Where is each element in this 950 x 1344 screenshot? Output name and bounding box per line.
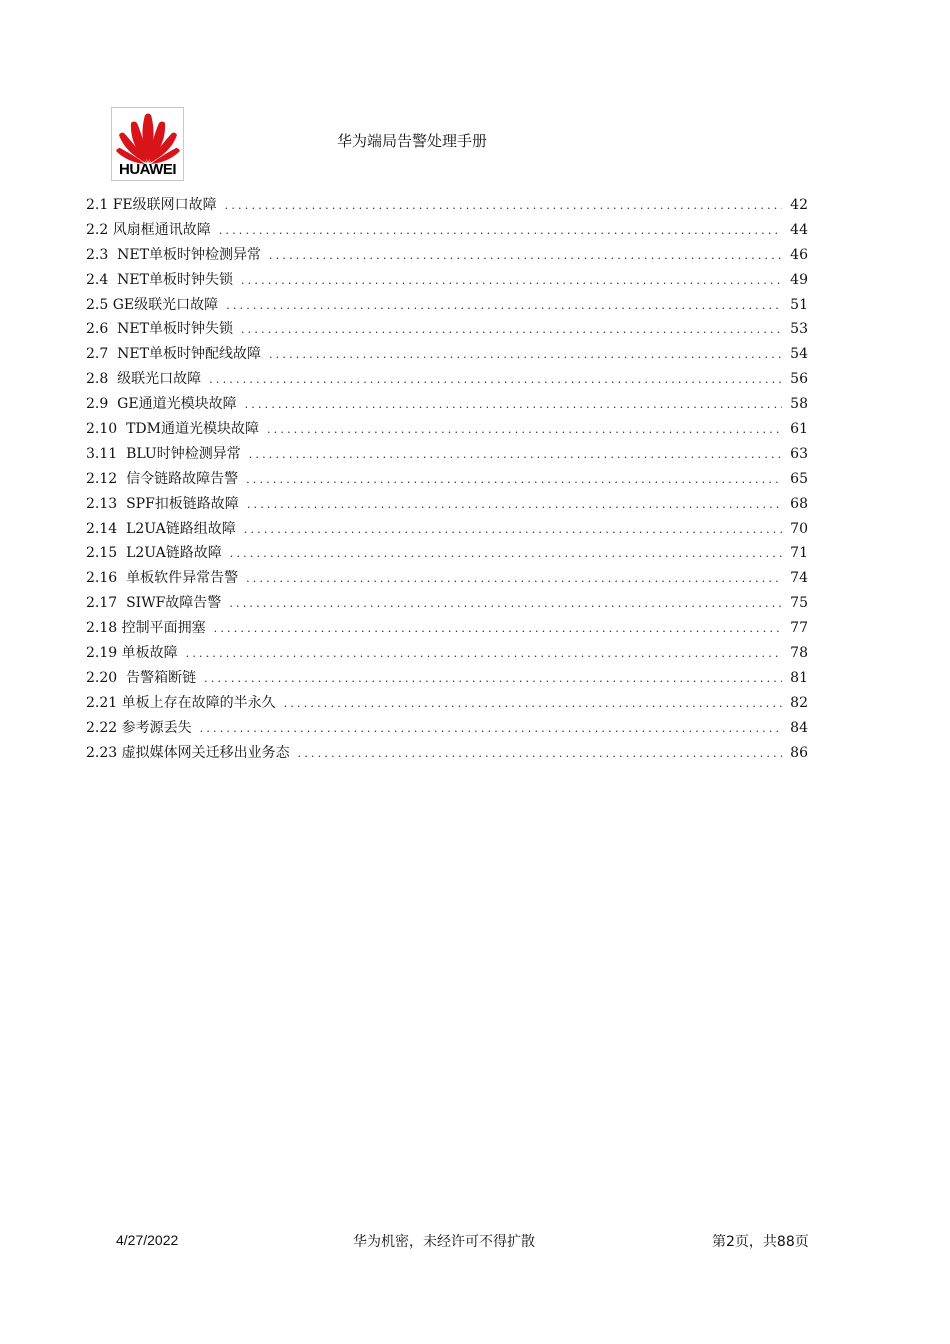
toc-entry[interactable] xyxy=(86,566,808,591)
toc-entry-page: 58 xyxy=(790,396,808,413)
toc-dot-leader xyxy=(219,219,782,244)
toc-entry-title: FE级联网口故障 xyxy=(112,197,217,213)
toc-entry-page: 61 xyxy=(790,421,808,438)
toc-entry-title: 告警箱断链 xyxy=(126,669,197,686)
toc-entry-title: SIWF故障告警 xyxy=(126,595,222,612)
toc-entry-page: 84 xyxy=(790,719,808,736)
toc-entry[interactable] xyxy=(86,293,808,318)
footer-page-number: 第2页，共88页 xyxy=(712,1234,809,1250)
toc-entry-title: 虚拟媒体网关迁移出业务态 xyxy=(121,744,290,761)
toc-entry[interactable] xyxy=(86,492,808,517)
toc-entry-title: L2UA链路故障 xyxy=(126,545,222,562)
toc-entry-number: 2.5 xyxy=(86,296,113,313)
toc-entry-page: 63 xyxy=(790,445,808,462)
toc-entry-title: 信令链路故障告警 xyxy=(126,470,239,487)
toc-entry-number: 2.14 xyxy=(86,520,127,537)
toc-dot-leader xyxy=(246,567,782,592)
toc-entry-title: 控制平面拥塞 xyxy=(121,620,206,637)
toc-entry-title: GE级联光口故障 xyxy=(112,296,219,313)
toc-entry-number: 2.9 xyxy=(86,396,118,413)
toc-entry-title: L2UA链路组故障 xyxy=(126,520,236,537)
toc-entry-page: 71 xyxy=(790,545,808,562)
toc-dot-leader xyxy=(204,667,782,692)
toc-dot-leader xyxy=(214,617,782,642)
toc-dot-leader xyxy=(226,294,782,319)
toc-entry-number: 2.18 xyxy=(86,620,122,637)
document-title: 华为端局告警处理手册 xyxy=(337,132,488,150)
toc-dot-leader xyxy=(229,592,782,617)
toc-entry-number: 2.23 xyxy=(86,744,122,761)
toc-entry-number: 3.11 xyxy=(86,445,127,462)
toc-dot-leader xyxy=(225,194,782,219)
huawei-logo xyxy=(111,107,184,181)
toc-entry-number: 2.12 xyxy=(86,470,127,487)
toc-entry[interactable] xyxy=(86,342,808,367)
toc-entry-number: 2.15 xyxy=(86,545,127,562)
toc-entry-page: 74 xyxy=(790,570,808,587)
toc-entry-page: 78 xyxy=(790,645,808,662)
toc-dot-leader xyxy=(247,493,782,518)
toc-dot-leader xyxy=(241,318,782,343)
toc-entry-page: 75 xyxy=(790,595,808,612)
toc-entry-number: 2.4 xyxy=(86,271,118,288)
toc-entry[interactable] xyxy=(86,691,808,716)
toc-entry-title: TDM通道光模块故障 xyxy=(126,421,259,438)
toc-entry-page: 44 xyxy=(790,221,808,238)
toc-dot-leader xyxy=(186,642,782,667)
toc-entry[interactable] xyxy=(86,616,808,641)
toc-entry[interactable] xyxy=(86,666,808,691)
toc-dot-leader xyxy=(298,742,782,767)
toc-entry[interactable] xyxy=(86,317,808,342)
toc-entry-number: 2.20 xyxy=(86,669,127,686)
toc-entry-number: 2.2 xyxy=(86,221,113,238)
toc-entry-page: 49 xyxy=(790,271,808,288)
toc-entry-page: 51 xyxy=(790,296,808,313)
toc-entry-number: 2.17 xyxy=(86,595,127,612)
logo-text: HUAWEI xyxy=(119,161,176,178)
toc-entry-page: 82 xyxy=(790,694,808,711)
toc-entry[interactable] xyxy=(86,741,808,766)
toc-entry[interactable] xyxy=(86,218,808,243)
toc-entry-page: 65 xyxy=(790,470,808,487)
toc-entry[interactable] xyxy=(86,243,808,268)
toc-entry-number: 2.19 xyxy=(86,645,122,662)
toc-entry-title: NET单板时钟失锁 xyxy=(117,271,233,288)
toc-entry-title: BLU时钟检测异常 xyxy=(126,445,241,462)
toc-entry-number: 2.1 xyxy=(86,197,113,213)
toc-entry-title: 单板软件异常告警 xyxy=(126,570,239,587)
toc-entry-number: 2.3 xyxy=(86,246,118,263)
footer-confidential-notice: 华为机密，未经许可不得扩散 xyxy=(353,1234,535,1250)
toc-entry[interactable] xyxy=(86,442,808,467)
toc-entry[interactable] xyxy=(86,467,808,492)
huawei-petals-icon xyxy=(116,111,180,165)
toc-entry[interactable] xyxy=(86,591,808,616)
toc-entry-page: 70 xyxy=(790,520,808,537)
toc-entry-page: 42 xyxy=(790,197,808,213)
toc-entry-number: 2.22 xyxy=(86,719,122,736)
toc-entry-number: 2.16 xyxy=(86,570,127,587)
toc-dot-leader xyxy=(284,692,782,717)
toc-entry-number: 2.6 xyxy=(86,321,118,338)
toc-entry-title: 参考源丢失 xyxy=(121,719,192,736)
toc-entry[interactable] xyxy=(86,517,808,542)
toc-entry-title: 单板故障 xyxy=(121,645,178,662)
toc-dot-leader xyxy=(244,518,782,543)
toc-dot-leader xyxy=(246,468,782,493)
toc-entry[interactable] xyxy=(86,716,808,741)
toc-dot-leader xyxy=(209,368,782,393)
toc-entry-page: 56 xyxy=(790,371,808,388)
footer-date: 4/27/2022 xyxy=(116,1232,179,1248)
toc-entry-title: GE通道光模块故障 xyxy=(117,396,237,413)
toc-entry[interactable] xyxy=(86,641,808,666)
toc-dot-leader xyxy=(269,244,782,269)
toc-entry-page: 53 xyxy=(790,321,808,338)
toc-entry-title: NET单板时钟失锁 xyxy=(117,321,233,338)
toc-entry-number: 2.10 xyxy=(86,421,127,438)
toc-entry[interactable] xyxy=(86,541,808,566)
toc-entry[interactable] xyxy=(86,193,808,218)
toc-dot-leader xyxy=(267,418,782,443)
toc-dot-leader xyxy=(200,717,782,742)
toc-entry-number: 2.7 xyxy=(86,346,118,363)
toc-entry-page: 54 xyxy=(790,346,808,363)
toc-dot-leader xyxy=(245,393,782,418)
table-of-contents xyxy=(86,193,808,765)
toc-entry-number: 2.21 xyxy=(86,694,122,711)
toc-entry-title: SPF扣板链路故障 xyxy=(126,495,239,512)
toc-entry[interactable] xyxy=(86,392,808,417)
toc-entry-page: 46 xyxy=(790,246,808,263)
toc-entry[interactable] xyxy=(86,367,808,392)
toc-entry-number: 2.13 xyxy=(86,495,127,512)
toc-entry-page: 68 xyxy=(790,495,808,512)
toc-entry-title: NET单板时钟检测异常 xyxy=(117,246,261,263)
toc-entry[interactable] xyxy=(86,417,808,442)
toc-entry-page: 86 xyxy=(790,744,808,761)
toc-entry-number: 2.8 xyxy=(86,371,118,388)
toc-entry-title: NET单板时钟配线故障 xyxy=(117,346,261,363)
toc-dot-leader xyxy=(241,269,782,294)
toc-entry-title: 单板上存在故障的半永久 xyxy=(121,694,276,711)
toc-dot-leader xyxy=(230,542,782,567)
toc-entry-title: 级联光口故障 xyxy=(117,371,202,388)
toc-entry[interactable] xyxy=(86,268,808,293)
toc-entry-title: 风扇框通讯故障 xyxy=(112,221,211,238)
toc-entry-page: 81 xyxy=(790,669,808,686)
toc-dot-leader xyxy=(269,343,782,368)
toc-dot-leader xyxy=(249,443,782,468)
toc-entry-page: 77 xyxy=(790,620,808,637)
